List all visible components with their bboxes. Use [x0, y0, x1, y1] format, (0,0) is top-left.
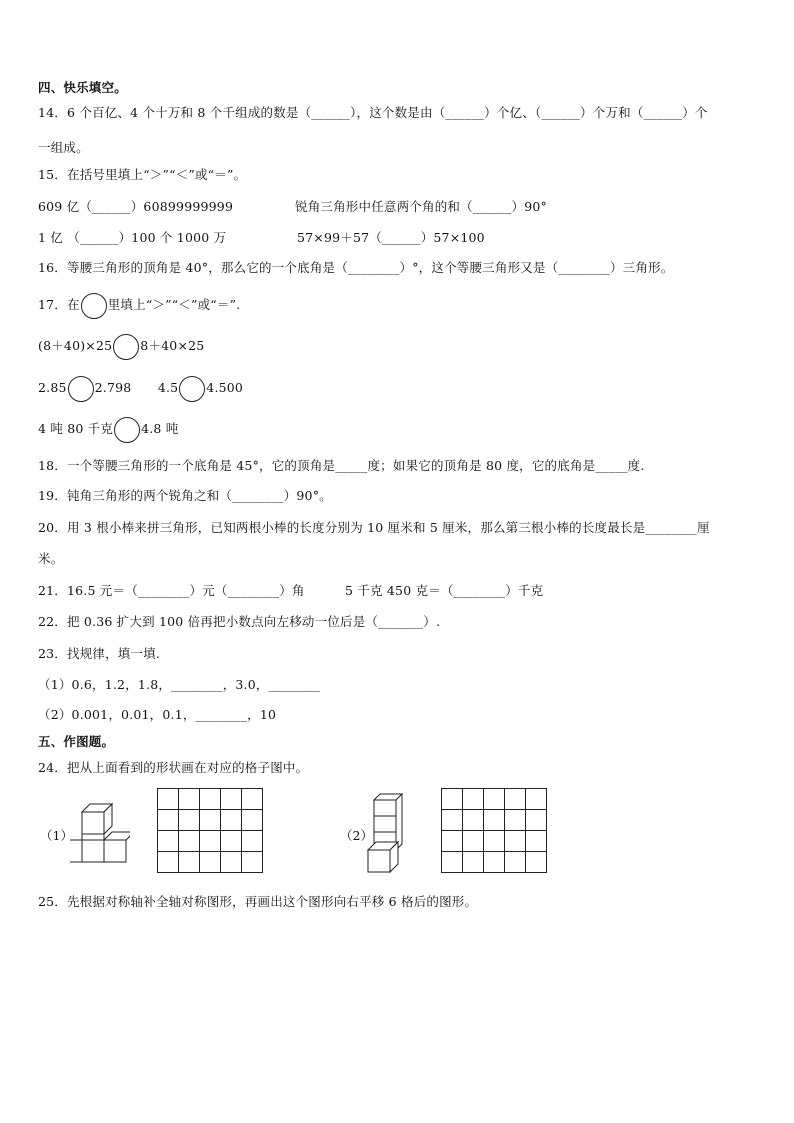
q18: 18．一个等腰三角形的一个底角是 45°，它的顶角是_____度；如果它的顶角是 80 度，它的底角是_____度. [38, 458, 645, 473]
answer-circle[interactable] [81, 293, 107, 319]
section-5-title: 五、作图题。 [38, 734, 115, 749]
q23-title: 23．找规律，填一填. [38, 646, 161, 661]
q19: 19．钝角三角形的两个锐角之和（________）90°。 [38, 488, 332, 503]
q17-title-post: 里填上“＞”“＜”或“＝”. [107, 297, 241, 312]
q20-line1: 20．用 3 根小棒来拼三角形，已知两根小棒的长度分别为 10 厘米和 5 厘米，那么第三根小棒的长度最长是________厘 [38, 520, 710, 535]
q17-title [38, 292, 240, 319]
q17-r2b-right: 4.500 [206, 380, 244, 395]
drawing-grid-2[interactable] [441, 788, 547, 873]
q15-item-a: 609 亿（______）60899999999 [38, 199, 234, 214]
q15-item-b: 锐角三角形中任意两个角的和（______）90° [295, 199, 547, 214]
q25: 25．先根据对称轴补全轴对称图形，再画出这个图形向右平移 6 格后的图形。 [38, 894, 478, 909]
q17-row3 [38, 416, 178, 443]
cube-stack-figure-1 [70, 800, 130, 866]
q24-title: 24．把从上面看到的形状画在对应的格子图中。 [38, 760, 309, 775]
q22: 22．把 0.36 扩大到 100 倍再把小数点向左移动一位后是（_______）. [38, 614, 441, 629]
q23-part2: （2）0.001，0.01，0.1，________，10 [38, 707, 277, 722]
answer-circle[interactable] [68, 376, 94, 402]
q15-title: 15．在括号里填上“＞”“＜”或“＝”。 [38, 167, 247, 182]
q17-r2b-left: 4.5 [157, 380, 179, 395]
q24-label-2: （2） [340, 828, 373, 843]
q14-line1: 14．6 个百亿、4 个十万和 8 个千组成的数是（______），这个数是由（______）个亿、（______）个万和（______）个 [38, 105, 708, 120]
q23-part1: （1）0.6，1.2，1.8，________，3.0，________ [38, 677, 321, 692]
q17-title-pre: 17．在 [38, 297, 80, 312]
section-4-title: 四、快乐填空。 [38, 80, 127, 95]
q15-item-d: 57×99＋57（______）57×100 [297, 230, 485, 245]
answer-circle[interactable] [179, 376, 205, 402]
drawing-grid-1[interactable] [157, 788, 263, 873]
q17-r3-right: 4.8 吨 [141, 421, 179, 436]
q17-r2a-right: 2.798 [94, 380, 132, 395]
q17-r1-right: 8＋40×25 [140, 338, 205, 353]
q16: 16．等腰三角形的顶角是 40°，那么它的一个底角是（________）°，这个等腰三角形又是（________）三角形。 [38, 260, 674, 275]
q17-r2a-left: 2.85 [38, 380, 67, 395]
q24-label-1: （1） [40, 828, 73, 843]
q17-row2 [38, 375, 243, 402]
q17-row1 [38, 333, 204, 360]
q15-item-c: 1 亿 （______）100 个 1000 万 [38, 230, 227, 245]
q20-line2: 米。 [38, 551, 64, 566]
q21-a: 21．16.5 元＝（________）元（________）角 [38, 583, 305, 598]
q17-r3-left: 4 吨 80 千克 [38, 421, 114, 436]
q21-b: 5 千克 450 克＝（________）千克 [345, 583, 544, 598]
cube-stack-figure-2 [366, 792, 414, 876]
q17-r1-left: (8＋40)×25 [38, 338, 113, 353]
answer-circle[interactable] [114, 417, 140, 443]
q14-line2: 一组成。 [38, 140, 89, 155]
answer-circle[interactable] [113, 334, 139, 360]
